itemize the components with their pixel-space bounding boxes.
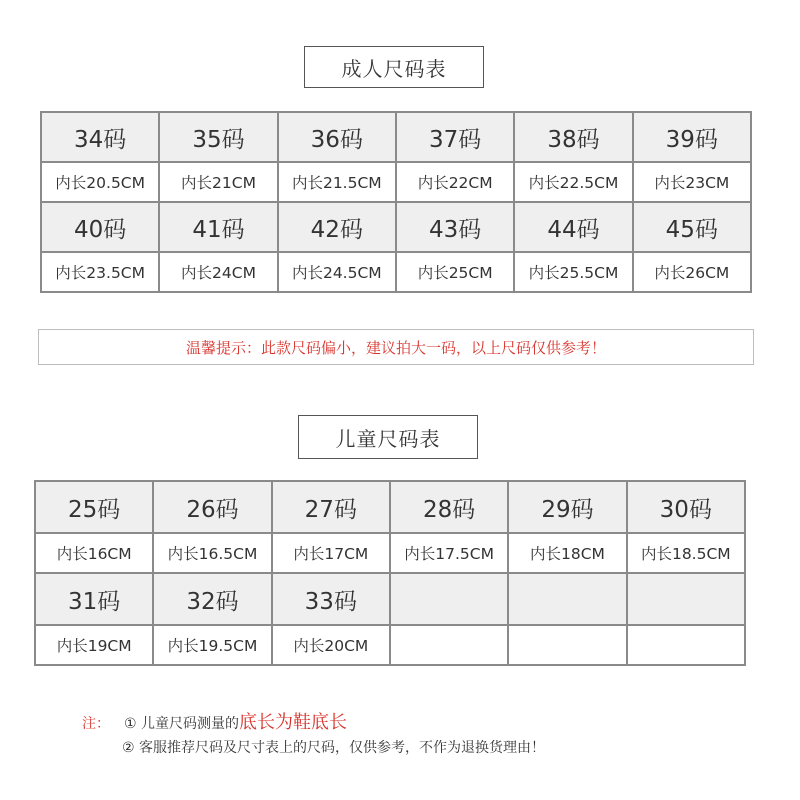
- length-cell: 内长26CM: [633, 252, 751, 292]
- size-cell: 44码: [514, 202, 632, 252]
- length-cell: 内长19CM: [35, 625, 153, 665]
- empty-size-cell: [627, 573, 745, 625]
- length-cell: 内长22CM: [396, 162, 514, 202]
- empty-length-cell: [390, 625, 508, 665]
- size-cell: 30码: [627, 481, 745, 533]
- size-cell: 31码: [35, 573, 153, 625]
- empty-length-cell: [627, 625, 745, 665]
- table-row: [35, 573, 745, 625]
- size-cell: 33码: [272, 573, 390, 625]
- size-cell: 42码: [278, 202, 396, 252]
- size-cell: 45码: [633, 202, 751, 252]
- table-row: [35, 625, 745, 665]
- table-row: [35, 533, 745, 573]
- size-cell: 34码: [41, 112, 159, 162]
- adult-size-table: [40, 111, 752, 293]
- length-cell: 内长18.5CM: [627, 533, 745, 573]
- size-cell: 43码: [396, 202, 514, 252]
- length-cell: 内长20CM: [272, 625, 390, 665]
- size-cell: 32码: [153, 573, 271, 625]
- size-cell: 39码: [633, 112, 751, 162]
- note-label: 注：: [82, 716, 110, 732]
- size-cell: 26码: [153, 481, 271, 533]
- length-cell: 内长17.5CM: [390, 533, 508, 573]
- length-cell: 内长25.5CM: [514, 252, 632, 292]
- note-line-1-text: ① 儿童尺码测量的: [124, 716, 240, 732]
- size-cell: 41码: [159, 202, 277, 252]
- size-cell: 35码: [159, 112, 277, 162]
- size-cell: 40码: [41, 202, 159, 252]
- length-cell: 内长21CM: [159, 162, 277, 202]
- empty-size-cell: [390, 573, 508, 625]
- size-cell: 37码: [396, 112, 514, 162]
- note-line-2: ② 客服推荐尺码及尺寸表上的尺码，仅供参考，不作为退换货理由！: [122, 740, 545, 756]
- length-cell: 内长20.5CM: [41, 162, 159, 202]
- size-cell: 29码: [508, 481, 626, 533]
- child-size-table: [34, 480, 746, 666]
- length-cell: 内长17CM: [272, 533, 390, 573]
- length-cell: 内长16CM: [35, 533, 153, 573]
- length-cell: 内长16.5CM: [153, 533, 271, 573]
- table-row: [35, 481, 745, 533]
- size-cell: 25码: [35, 481, 153, 533]
- length-cell: 内长23.5CM: [41, 252, 159, 292]
- length-cell: 内长21.5CM: [278, 162, 396, 202]
- length-cell: 内长22.5CM: [514, 162, 632, 202]
- note-line-1: [82, 708, 347, 734]
- size-cell: 27码: [272, 481, 390, 533]
- size-cell: 36码: [278, 112, 396, 162]
- table-row: [41, 112, 751, 162]
- table-row: [41, 252, 751, 292]
- child-size-chart-title: 儿童尺码表: [298, 415, 478, 459]
- empty-size-cell: [508, 573, 626, 625]
- length-cell: 内长23CM: [633, 162, 751, 202]
- note-line-1-highlight: 底长为鞋底长: [239, 712, 348, 733]
- size-cell: 28码: [390, 481, 508, 533]
- table-row: [41, 202, 751, 252]
- table-row: [41, 162, 751, 202]
- size-tip-banner: 温馨提示：此款尺码偏小，建议拍大一码，以上尺码仅供参考！: [38, 329, 754, 365]
- adult-size-chart-title: 成人尺码表: [304, 46, 484, 88]
- empty-length-cell: [508, 625, 626, 665]
- length-cell: 内长24.5CM: [278, 252, 396, 292]
- length-cell: 内长19.5CM: [153, 625, 271, 665]
- size-cell: 38码: [514, 112, 632, 162]
- length-cell: 内长25CM: [396, 252, 514, 292]
- length-cell: 内长18CM: [508, 533, 626, 573]
- length-cell: 内长24CM: [159, 252, 277, 292]
